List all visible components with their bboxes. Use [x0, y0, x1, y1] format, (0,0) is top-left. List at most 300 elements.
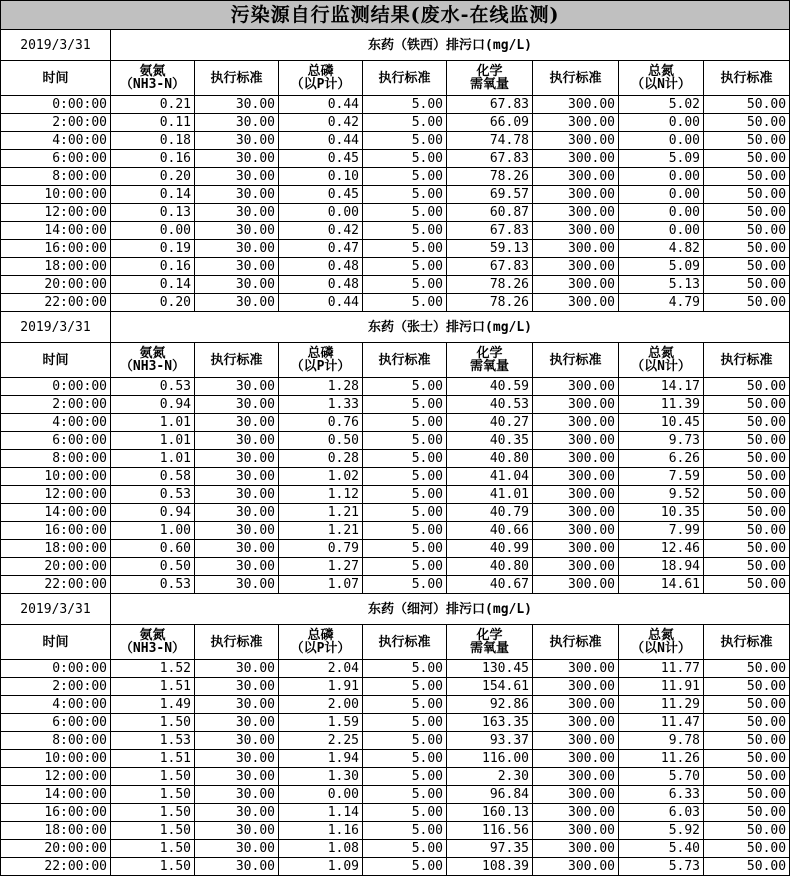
header-cod — [447, 625, 533, 660]
nitrogen-std-cell: 50.00 — [704, 150, 790, 168]
cod-std-cell: 300.00 — [533, 858, 619, 876]
time-cell: 16:00:00 — [1, 240, 111, 258]
outlet-name: 东药（张士）排污口(mg/L) — [111, 312, 790, 343]
nitrogen-std-cell: 50.00 — [704, 96, 790, 114]
table-row — [1, 258, 790, 276]
header-cod — [447, 343, 533, 378]
time-cell: 2:00:00 — [1, 396, 111, 414]
time-cell: 0:00:00 — [1, 660, 111, 678]
phosphorus-std-cell: 5.00 — [363, 558, 447, 576]
cod-std-cell: 300.00 — [533, 168, 619, 186]
header-ammonia — [111, 625, 195, 660]
time-cell: 6:00:00 — [1, 150, 111, 168]
total-phosphorus-cell: 1.91 — [279, 678, 363, 696]
total-phosphorus-cell: 1.28 — [279, 378, 363, 396]
ammonia-nitrogen-cell: 1.49 — [111, 696, 195, 714]
ammonia-std-cell: 30.00 — [195, 414, 279, 432]
cod-cell: 163.35 — [447, 714, 533, 732]
ammonia-nitrogen-cell: 1.53 — [111, 732, 195, 750]
header-ammonia-line1: 氨氮 — [139, 346, 166, 361]
header-nitrogen-line1: 总氮 — [647, 346, 674, 361]
ammonia-nitrogen-cell: 0.60 — [111, 540, 195, 558]
time-cell: 0:00:00 — [1, 96, 111, 114]
ammonia-std-cell: 30.00 — [195, 522, 279, 540]
ammonia-nitrogen-cell: 0.21 — [111, 96, 195, 114]
cod-cell: 78.26 — [447, 168, 533, 186]
phosphorus-std-cell: 5.00 — [363, 432, 447, 450]
phosphorus-std-cell: 5.00 — [363, 258, 447, 276]
header-cod-line2: 需氧量 — [469, 77, 509, 92]
table-row — [1, 522, 790, 540]
header-standard: 执行标准 — [195, 625, 279, 660]
header-nitrogen-line1: 总氮 — [647, 628, 674, 643]
nitrogen-std-cell: 50.00 — [704, 714, 790, 732]
cod-std-cell: 300.00 — [533, 486, 619, 504]
ammonia-std-cell: 30.00 — [195, 678, 279, 696]
header-cod — [447, 61, 533, 96]
ammonia-std-cell: 30.00 — [195, 204, 279, 222]
nitrogen-std-cell: 50.00 — [704, 132, 790, 150]
total-phosphorus-cell: 1.08 — [279, 840, 363, 858]
cod-std-cell: 300.00 — [533, 558, 619, 576]
table-row — [1, 468, 790, 486]
cod-std-cell: 300.00 — [533, 258, 619, 276]
total-nitrogen-cell: 9.78 — [619, 732, 704, 750]
total-nitrogen-cell: 4.79 — [619, 294, 704, 312]
nitrogen-std-cell: 50.00 — [704, 750, 790, 768]
total-nitrogen-cell: 0.00 — [619, 222, 704, 240]
phosphorus-std-cell: 5.00 — [363, 486, 447, 504]
total-phosphorus-cell: 2.25 — [279, 732, 363, 750]
phosphorus-std-cell: 5.00 — [363, 240, 447, 258]
table-row — [1, 240, 790, 258]
time-cell: 14:00:00 — [1, 222, 111, 240]
total-nitrogen-cell: 10.45 — [619, 414, 704, 432]
phosphorus-std-cell: 5.00 — [363, 804, 447, 822]
phosphorus-std-cell: 5.00 — [363, 168, 447, 186]
phosphorus-std-cell: 5.00 — [363, 150, 447, 168]
header-time: 时间 — [1, 61, 111, 96]
header-cod-line2: 需氧量 — [469, 359, 509, 374]
nitrogen-std-cell: 50.00 — [704, 240, 790, 258]
ammonia-nitrogen-cell: 0.94 — [111, 396, 195, 414]
ammonia-nitrogen-cell: 0.14 — [111, 276, 195, 294]
section-header-row — [1, 312, 790, 343]
table-row — [1, 378, 790, 396]
total-nitrogen-cell: 11.29 — [619, 696, 704, 714]
total-phosphorus-cell: 2.00 — [279, 696, 363, 714]
cod-cell: 40.99 — [447, 540, 533, 558]
table-row — [1, 396, 790, 414]
time-cell: 20:00:00 — [1, 558, 111, 576]
ammonia-std-cell: 30.00 — [195, 450, 279, 468]
phosphorus-std-cell: 5.00 — [363, 276, 447, 294]
time-cell: 10:00:00 — [1, 750, 111, 768]
ammonia-std-cell: 30.00 — [195, 768, 279, 786]
ammonia-nitrogen-cell: 1.01 — [111, 414, 195, 432]
phosphorus-std-cell: 5.00 — [363, 96, 447, 114]
total-phosphorus-cell: 1.27 — [279, 558, 363, 576]
ammonia-nitrogen-cell: 1.50 — [111, 840, 195, 858]
ammonia-std-cell: 30.00 — [195, 96, 279, 114]
ammonia-std-cell: 30.00 — [195, 222, 279, 240]
header-standard: 执行标准 — [363, 625, 447, 660]
cod-std-cell: 300.00 — [533, 222, 619, 240]
cod-cell: 40.80 — [447, 558, 533, 576]
header-nitrogen-line2: （以N计） — [631, 641, 691, 656]
total-phosphorus-cell: 0.76 — [279, 414, 363, 432]
header-standard: 执行标准 — [533, 343, 619, 378]
table-row — [1, 222, 790, 240]
table-row — [1, 822, 790, 840]
cod-std-cell: 300.00 — [533, 204, 619, 222]
ammonia-std-cell: 30.00 — [195, 732, 279, 750]
cod-std-cell: 300.00 — [533, 786, 619, 804]
phosphorus-std-cell: 5.00 — [363, 204, 447, 222]
total-phosphorus-cell: 0.44 — [279, 96, 363, 114]
cod-cell: 40.27 — [447, 414, 533, 432]
table-row — [1, 450, 790, 468]
table-row — [1, 768, 790, 786]
phosphorus-std-cell: 5.00 — [363, 522, 447, 540]
cod-std-cell: 300.00 — [533, 186, 619, 204]
time-cell: 12:00:00 — [1, 486, 111, 504]
time-cell: 0:00:00 — [1, 378, 111, 396]
cod-std-cell: 300.00 — [533, 576, 619, 594]
nitrogen-std-cell: 50.00 — [704, 414, 790, 432]
table-row — [1, 132, 790, 150]
table-row — [1, 858, 790, 876]
total-nitrogen-cell: 5.92 — [619, 822, 704, 840]
ammonia-nitrogen-cell: 1.52 — [111, 660, 195, 678]
header-phosphorus-line1: 总磷 — [307, 346, 334, 361]
time-cell: 8:00:00 — [1, 732, 111, 750]
phosphorus-std-cell: 5.00 — [363, 840, 447, 858]
header-phosphorus-line2: （以P计） — [290, 641, 351, 656]
cod-cell: 41.04 — [447, 468, 533, 486]
header-standard: 执行标准 — [704, 61, 790, 96]
table-row — [1, 168, 790, 186]
nitrogen-std-cell: 50.00 — [704, 696, 790, 714]
nitrogen-std-cell: 50.00 — [704, 678, 790, 696]
total-nitrogen-cell: 6.03 — [619, 804, 704, 822]
ammonia-std-cell: 30.00 — [195, 558, 279, 576]
cod-cell: 154.61 — [447, 678, 533, 696]
cod-std-cell: 300.00 — [533, 240, 619, 258]
total-phosphorus-cell: 1.21 — [279, 504, 363, 522]
nitrogen-std-cell: 50.00 — [704, 450, 790, 468]
total-nitrogen-cell: 12.46 — [619, 540, 704, 558]
total-nitrogen-cell: 14.61 — [619, 576, 704, 594]
cod-cell: 78.26 — [447, 294, 533, 312]
nitrogen-std-cell: 50.00 — [704, 768, 790, 786]
total-phosphorus-cell: 0.10 — [279, 168, 363, 186]
header-phosphorus — [279, 625, 363, 660]
total-nitrogen-cell: 11.47 — [619, 714, 704, 732]
nitrogen-std-cell: 50.00 — [704, 732, 790, 750]
phosphorus-std-cell: 5.00 — [363, 696, 447, 714]
time-cell: 2:00:00 — [1, 678, 111, 696]
time-cell: 6:00:00 — [1, 432, 111, 450]
total-phosphorus-cell: 1.21 — [279, 522, 363, 540]
ammonia-std-cell: 30.00 — [195, 294, 279, 312]
ammonia-nitrogen-cell: 1.01 — [111, 432, 195, 450]
total-nitrogen-cell: 18.94 — [619, 558, 704, 576]
ammonia-std-cell: 30.00 — [195, 132, 279, 150]
nitrogen-std-cell: 50.00 — [704, 786, 790, 804]
header-time: 时间 — [1, 625, 111, 660]
time-cell: 8:00:00 — [1, 450, 111, 468]
nitrogen-std-cell: 50.00 — [704, 486, 790, 504]
table-row — [1, 732, 790, 750]
ammonia-nitrogen-cell: 1.00 — [111, 522, 195, 540]
total-phosphorus-cell: 1.07 — [279, 576, 363, 594]
header-standard: 执行标准 — [195, 61, 279, 96]
ammonia-nitrogen-cell: 1.51 — [111, 750, 195, 768]
ammonia-std-cell: 30.00 — [195, 276, 279, 294]
time-cell: 18:00:00 — [1, 258, 111, 276]
header-cod-line1: 化学 — [476, 64, 503, 79]
phosphorus-std-cell: 5.00 — [363, 714, 447, 732]
total-nitrogen-cell: 0.00 — [619, 168, 704, 186]
ammonia-nitrogen-cell: 0.53 — [111, 486, 195, 504]
outlet-name: 东药（铁西）排污口(mg/L) — [111, 30, 790, 61]
header-ammonia-line1: 氨氮 — [139, 64, 166, 79]
total-phosphorus-cell: 1.16 — [279, 822, 363, 840]
total-nitrogen-cell: 10.35 — [619, 504, 704, 522]
time-cell: 8:00:00 — [1, 168, 111, 186]
phosphorus-std-cell: 5.00 — [363, 114, 447, 132]
table-row — [1, 714, 790, 732]
total-nitrogen-cell: 0.00 — [619, 186, 704, 204]
header-nitrogen — [619, 343, 704, 378]
header-ammonia-line2: （NH3-N） — [119, 641, 186, 656]
total-nitrogen-cell: 7.99 — [619, 522, 704, 540]
ammonia-nitrogen-cell: 0.14 — [111, 186, 195, 204]
table-row — [1, 114, 790, 132]
ammonia-std-cell: 30.00 — [195, 240, 279, 258]
ammonia-std-cell: 30.00 — [195, 186, 279, 204]
total-nitrogen-cell: 5.13 — [619, 276, 704, 294]
total-nitrogen-cell: 4.82 — [619, 240, 704, 258]
header-ammonia-line2: （NH3-N） — [119, 359, 186, 374]
total-nitrogen-cell: 9.52 — [619, 486, 704, 504]
time-cell: 22:00:00 — [1, 294, 111, 312]
nitrogen-std-cell: 50.00 — [704, 540, 790, 558]
total-nitrogen-cell: 9.73 — [619, 432, 704, 450]
table-row — [1, 840, 790, 858]
ammonia-nitrogen-cell: 0.19 — [111, 240, 195, 258]
total-phosphorus-cell: 0.00 — [279, 786, 363, 804]
ammonia-nitrogen-cell: 0.53 — [111, 576, 195, 594]
cod-cell: 97.35 — [447, 840, 533, 858]
section-date: 2019/3/31 — [1, 30, 111, 61]
header-phosphorus-line2: （以P计） — [290, 77, 351, 92]
table-row — [1, 696, 790, 714]
ammonia-nitrogen-cell: 0.50 — [111, 558, 195, 576]
total-nitrogen-cell: 6.33 — [619, 786, 704, 804]
phosphorus-std-cell: 5.00 — [363, 678, 447, 696]
ammonia-nitrogen-cell: 1.50 — [111, 714, 195, 732]
phosphorus-std-cell: 5.00 — [363, 468, 447, 486]
ammonia-std-cell: 30.00 — [195, 486, 279, 504]
phosphorus-std-cell: 5.00 — [363, 822, 447, 840]
phosphorus-std-cell: 5.00 — [363, 768, 447, 786]
report-title: 污染源自行监测结果(废水-在线监测) — [1, 1, 790, 30]
cod-std-cell: 300.00 — [533, 522, 619, 540]
total-nitrogen-cell: 11.39 — [619, 396, 704, 414]
cod-cell: 2.30 — [447, 768, 533, 786]
cod-std-cell: 300.00 — [533, 432, 619, 450]
cod-std-cell: 300.00 — [533, 294, 619, 312]
nitrogen-std-cell: 50.00 — [704, 378, 790, 396]
cod-std-cell: 300.00 — [533, 132, 619, 150]
ammonia-std-cell: 30.00 — [195, 804, 279, 822]
ammonia-std-cell: 30.00 — [195, 696, 279, 714]
total-nitrogen-cell: 11.91 — [619, 678, 704, 696]
ammonia-std-cell: 30.00 — [195, 858, 279, 876]
nitrogen-std-cell: 50.00 — [704, 114, 790, 132]
nitrogen-std-cell: 50.00 — [704, 204, 790, 222]
ammonia-nitrogen-cell: 0.11 — [111, 114, 195, 132]
phosphorus-std-cell: 5.00 — [363, 786, 447, 804]
ammonia-nitrogen-cell: 0.00 — [111, 222, 195, 240]
header-phosphorus-line1: 总磷 — [307, 64, 334, 79]
total-phosphorus-cell: 1.30 — [279, 768, 363, 786]
header-phosphorus-line1: 总磷 — [307, 628, 334, 643]
cod-cell: 67.83 — [447, 150, 533, 168]
total-nitrogen-cell: 5.09 — [619, 258, 704, 276]
cod-std-cell: 300.00 — [533, 840, 619, 858]
header-cod-line1: 化学 — [476, 346, 503, 361]
table-row — [1, 558, 790, 576]
header-ammonia — [111, 343, 195, 378]
header-standard: 执行标准 — [704, 343, 790, 378]
cod-std-cell: 300.00 — [533, 768, 619, 786]
table-row — [1, 750, 790, 768]
ammonia-nitrogen-cell: 0.58 — [111, 468, 195, 486]
time-cell: 18:00:00 — [1, 540, 111, 558]
header-nitrogen-line1: 总氮 — [647, 64, 674, 79]
cod-cell: 67.83 — [447, 96, 533, 114]
ammonia-nitrogen-cell: 1.50 — [111, 786, 195, 804]
cod-cell: 130.45 — [447, 660, 533, 678]
time-cell: 4:00:00 — [1, 414, 111, 432]
nitrogen-std-cell: 50.00 — [704, 504, 790, 522]
cod-std-cell: 300.00 — [533, 696, 619, 714]
cod-cell: 41.01 — [447, 486, 533, 504]
total-nitrogen-cell: 11.26 — [619, 750, 704, 768]
time-cell: 22:00:00 — [1, 576, 111, 594]
ammonia-std-cell: 30.00 — [195, 786, 279, 804]
cod-std-cell: 300.00 — [533, 732, 619, 750]
cod-cell: 74.78 — [447, 132, 533, 150]
ammonia-nitrogen-cell: 0.20 — [111, 294, 195, 312]
total-phosphorus-cell: 0.48 — [279, 276, 363, 294]
total-phosphorus-cell: 1.14 — [279, 804, 363, 822]
header-nitrogen — [619, 61, 704, 96]
cod-cell: 40.53 — [447, 396, 533, 414]
phosphorus-std-cell: 5.00 — [363, 858, 447, 876]
time-cell: 12:00:00 — [1, 204, 111, 222]
total-nitrogen-cell: 0.00 — [619, 132, 704, 150]
total-phosphorus-cell: 1.09 — [279, 858, 363, 876]
table-row — [1, 96, 790, 114]
nitrogen-std-cell: 50.00 — [704, 168, 790, 186]
time-cell: 14:00:00 — [1, 786, 111, 804]
time-cell: 10:00:00 — [1, 468, 111, 486]
ammonia-nitrogen-cell: 0.20 — [111, 168, 195, 186]
header-phosphorus — [279, 343, 363, 378]
cod-std-cell: 300.00 — [533, 276, 619, 294]
header-standard: 执行标准 — [533, 61, 619, 96]
ammonia-nitrogen-cell: 0.94 — [111, 504, 195, 522]
time-cell: 4:00:00 — [1, 132, 111, 150]
column-header-row — [1, 61, 790, 96]
total-nitrogen-cell: 5.70 — [619, 768, 704, 786]
cod-std-cell: 300.00 — [533, 822, 619, 840]
cod-std-cell: 300.00 — [533, 114, 619, 132]
ammonia-nitrogen-cell: 0.18 — [111, 132, 195, 150]
header-ammonia-line1: 氨氮 — [139, 628, 166, 643]
total-phosphorus-cell: 0.47 — [279, 240, 363, 258]
outlet-name: 东药（细河）排污口(mg/L) — [111, 594, 790, 625]
time-cell: 6:00:00 — [1, 714, 111, 732]
total-nitrogen-cell: 5.40 — [619, 840, 704, 858]
cod-cell: 116.00 — [447, 750, 533, 768]
table-row — [1, 576, 790, 594]
table-row — [1, 186, 790, 204]
nitrogen-std-cell: 50.00 — [704, 432, 790, 450]
cod-std-cell: 300.00 — [533, 540, 619, 558]
total-phosphorus-cell: 1.02 — [279, 468, 363, 486]
ammonia-std-cell: 30.00 — [195, 378, 279, 396]
cod-cell: 66.09 — [447, 114, 533, 132]
total-nitrogen-cell: 11.77 — [619, 660, 704, 678]
table-row — [1, 432, 790, 450]
cod-std-cell: 300.00 — [533, 468, 619, 486]
cod-cell: 40.59 — [447, 378, 533, 396]
total-phosphorus-cell: 1.33 — [279, 396, 363, 414]
phosphorus-std-cell: 5.00 — [363, 660, 447, 678]
ammonia-std-cell: 30.00 — [195, 396, 279, 414]
cod-std-cell: 300.00 — [533, 660, 619, 678]
phosphorus-std-cell: 5.00 — [363, 222, 447, 240]
ammonia-std-cell: 30.00 — [195, 432, 279, 450]
cod-cell: 108.39 — [447, 858, 533, 876]
header-nitrogen-line2: （以N计） — [631, 359, 691, 374]
table-row — [1, 294, 790, 312]
time-cell: 18:00:00 — [1, 822, 111, 840]
time-cell: 2:00:00 — [1, 114, 111, 132]
header-standard: 执行标准 — [363, 343, 447, 378]
cod-cell: 78.26 — [447, 276, 533, 294]
table-row — [1, 486, 790, 504]
total-nitrogen-cell: 0.00 — [619, 114, 704, 132]
table-row — [1, 660, 790, 678]
phosphorus-std-cell: 5.00 — [363, 294, 447, 312]
nitrogen-std-cell: 50.00 — [704, 804, 790, 822]
cod-std-cell: 300.00 — [533, 714, 619, 732]
nitrogen-std-cell: 50.00 — [704, 840, 790, 858]
total-phosphorus-cell: 0.79 — [279, 540, 363, 558]
total-nitrogen-cell: 7.59 — [619, 468, 704, 486]
total-phosphorus-cell: 0.48 — [279, 258, 363, 276]
header-standard: 执行标准 — [195, 343, 279, 378]
total-nitrogen-cell: 5.73 — [619, 858, 704, 876]
nitrogen-std-cell: 50.00 — [704, 186, 790, 204]
time-cell: 16:00:00 — [1, 522, 111, 540]
